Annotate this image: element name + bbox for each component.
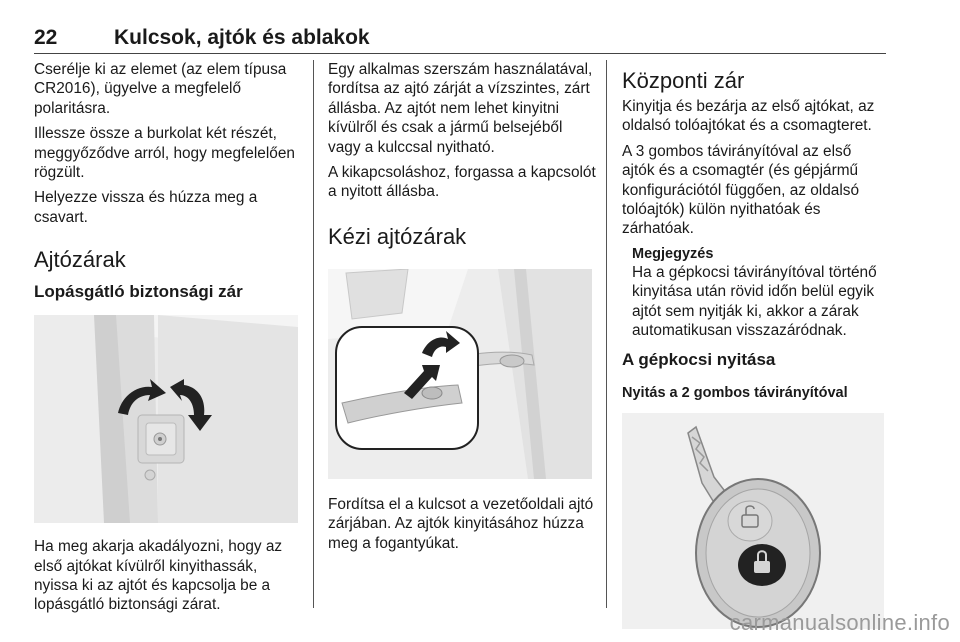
minor-title-two-button-remote: Nyitás a 2 gombos távirányítóval	[622, 385, 848, 402]
subsection-title-child-lock: Lopásgátló biztonsági zár	[34, 282, 243, 302]
column-divider-1	[313, 60, 314, 608]
column-2	[328, 60, 596, 559]
watermark: carmanualsonline.info	[729, 610, 950, 635]
paragraph-assemble-cover: Illessze össze a burkolat két részét, meggyőződve arról, hogy megfelelően rögzült.	[34, 125, 295, 182]
chapter-title: Kulcsok, ajtók és ablakok	[114, 26, 370, 49]
subsection-title-vehicle-opening: A gépkocsi nyitása	[622, 350, 776, 370]
paragraph-refit-screw: Helyezze vissza és húzza meg a csavart.	[34, 189, 258, 226]
manual-door-lock-illustration	[328, 269, 592, 479]
two-button-remote-illustration	[622, 413, 884, 629]
section-title-door-locks: Ajtózárak	[34, 247, 126, 273]
note-title: Megjegyzés	[632, 245, 714, 262]
column-3	[622, 60, 888, 629]
column-1	[34, 60, 300, 621]
page-header	[34, 26, 886, 54]
paragraph-three-button-remote: A 3 gombos távirányítóval az első ajtók és a csomagtér (és gépjármű konfigurációtól függően, az oldalsó tolóajtók) külön nyithatóak és zárhatóak.	[622, 142, 860, 238]
paragraph-child-lock-instructions: Ha meg akarja akadályozni, hogy az első ajtókat kívülről kinyithassák, nyissa ki az ajtót és kapcsolja be a lopásgátló biztonsági zárat.	[34, 538, 283, 614]
section-title-central-locking: Központi zár	[622, 68, 745, 93]
paragraph-tool-lock: Egy alkalmas szerszám használatával, fordítsa az ajtó zárját a vízszintes, zárt állásba. Az ajtót nem lehet kinyitni kívülről és csak a jármű belsejéből vagy a kulccsal nyitható.	[328, 61, 593, 156]
note-text: Ha a gépkocsi távirányítóval történő kinyitása után rövid időn belül egyik ajtót sem nyitják ki, akkor a zárak automatikusan visszazáródnak.	[632, 263, 877, 340]
paragraph-central-lock-intro: Kinyitja és bezárja az első ajtókat, az oldalsó tolóajtókat és a csomagteret.	[622, 98, 875, 135]
paragraph-manual-lock-instructions: Fordítsa el a kulcsot a vezetőoldali ajtó zárjában. Az ajtók kinyitásához húzza meg a fogantyúkat.	[328, 495, 594, 552]
paragraph-deactivate: A kikapcsoláshoz, forgassa a kapcsolót a nyitott állásba.	[328, 164, 596, 201]
paragraph-battery-replace: Cserélje ki az elemet (az elem típusa CR2016), ügyelve a megfelelő polaritásra.	[34, 61, 287, 117]
note-box	[632, 245, 888, 341]
column-divider-2	[606, 60, 607, 608]
page-number: 22	[34, 26, 58, 49]
section-title-manual-door-locks: Kézi ajtózárak	[328, 223, 467, 249]
child-lock-illustration	[34, 315, 298, 523]
